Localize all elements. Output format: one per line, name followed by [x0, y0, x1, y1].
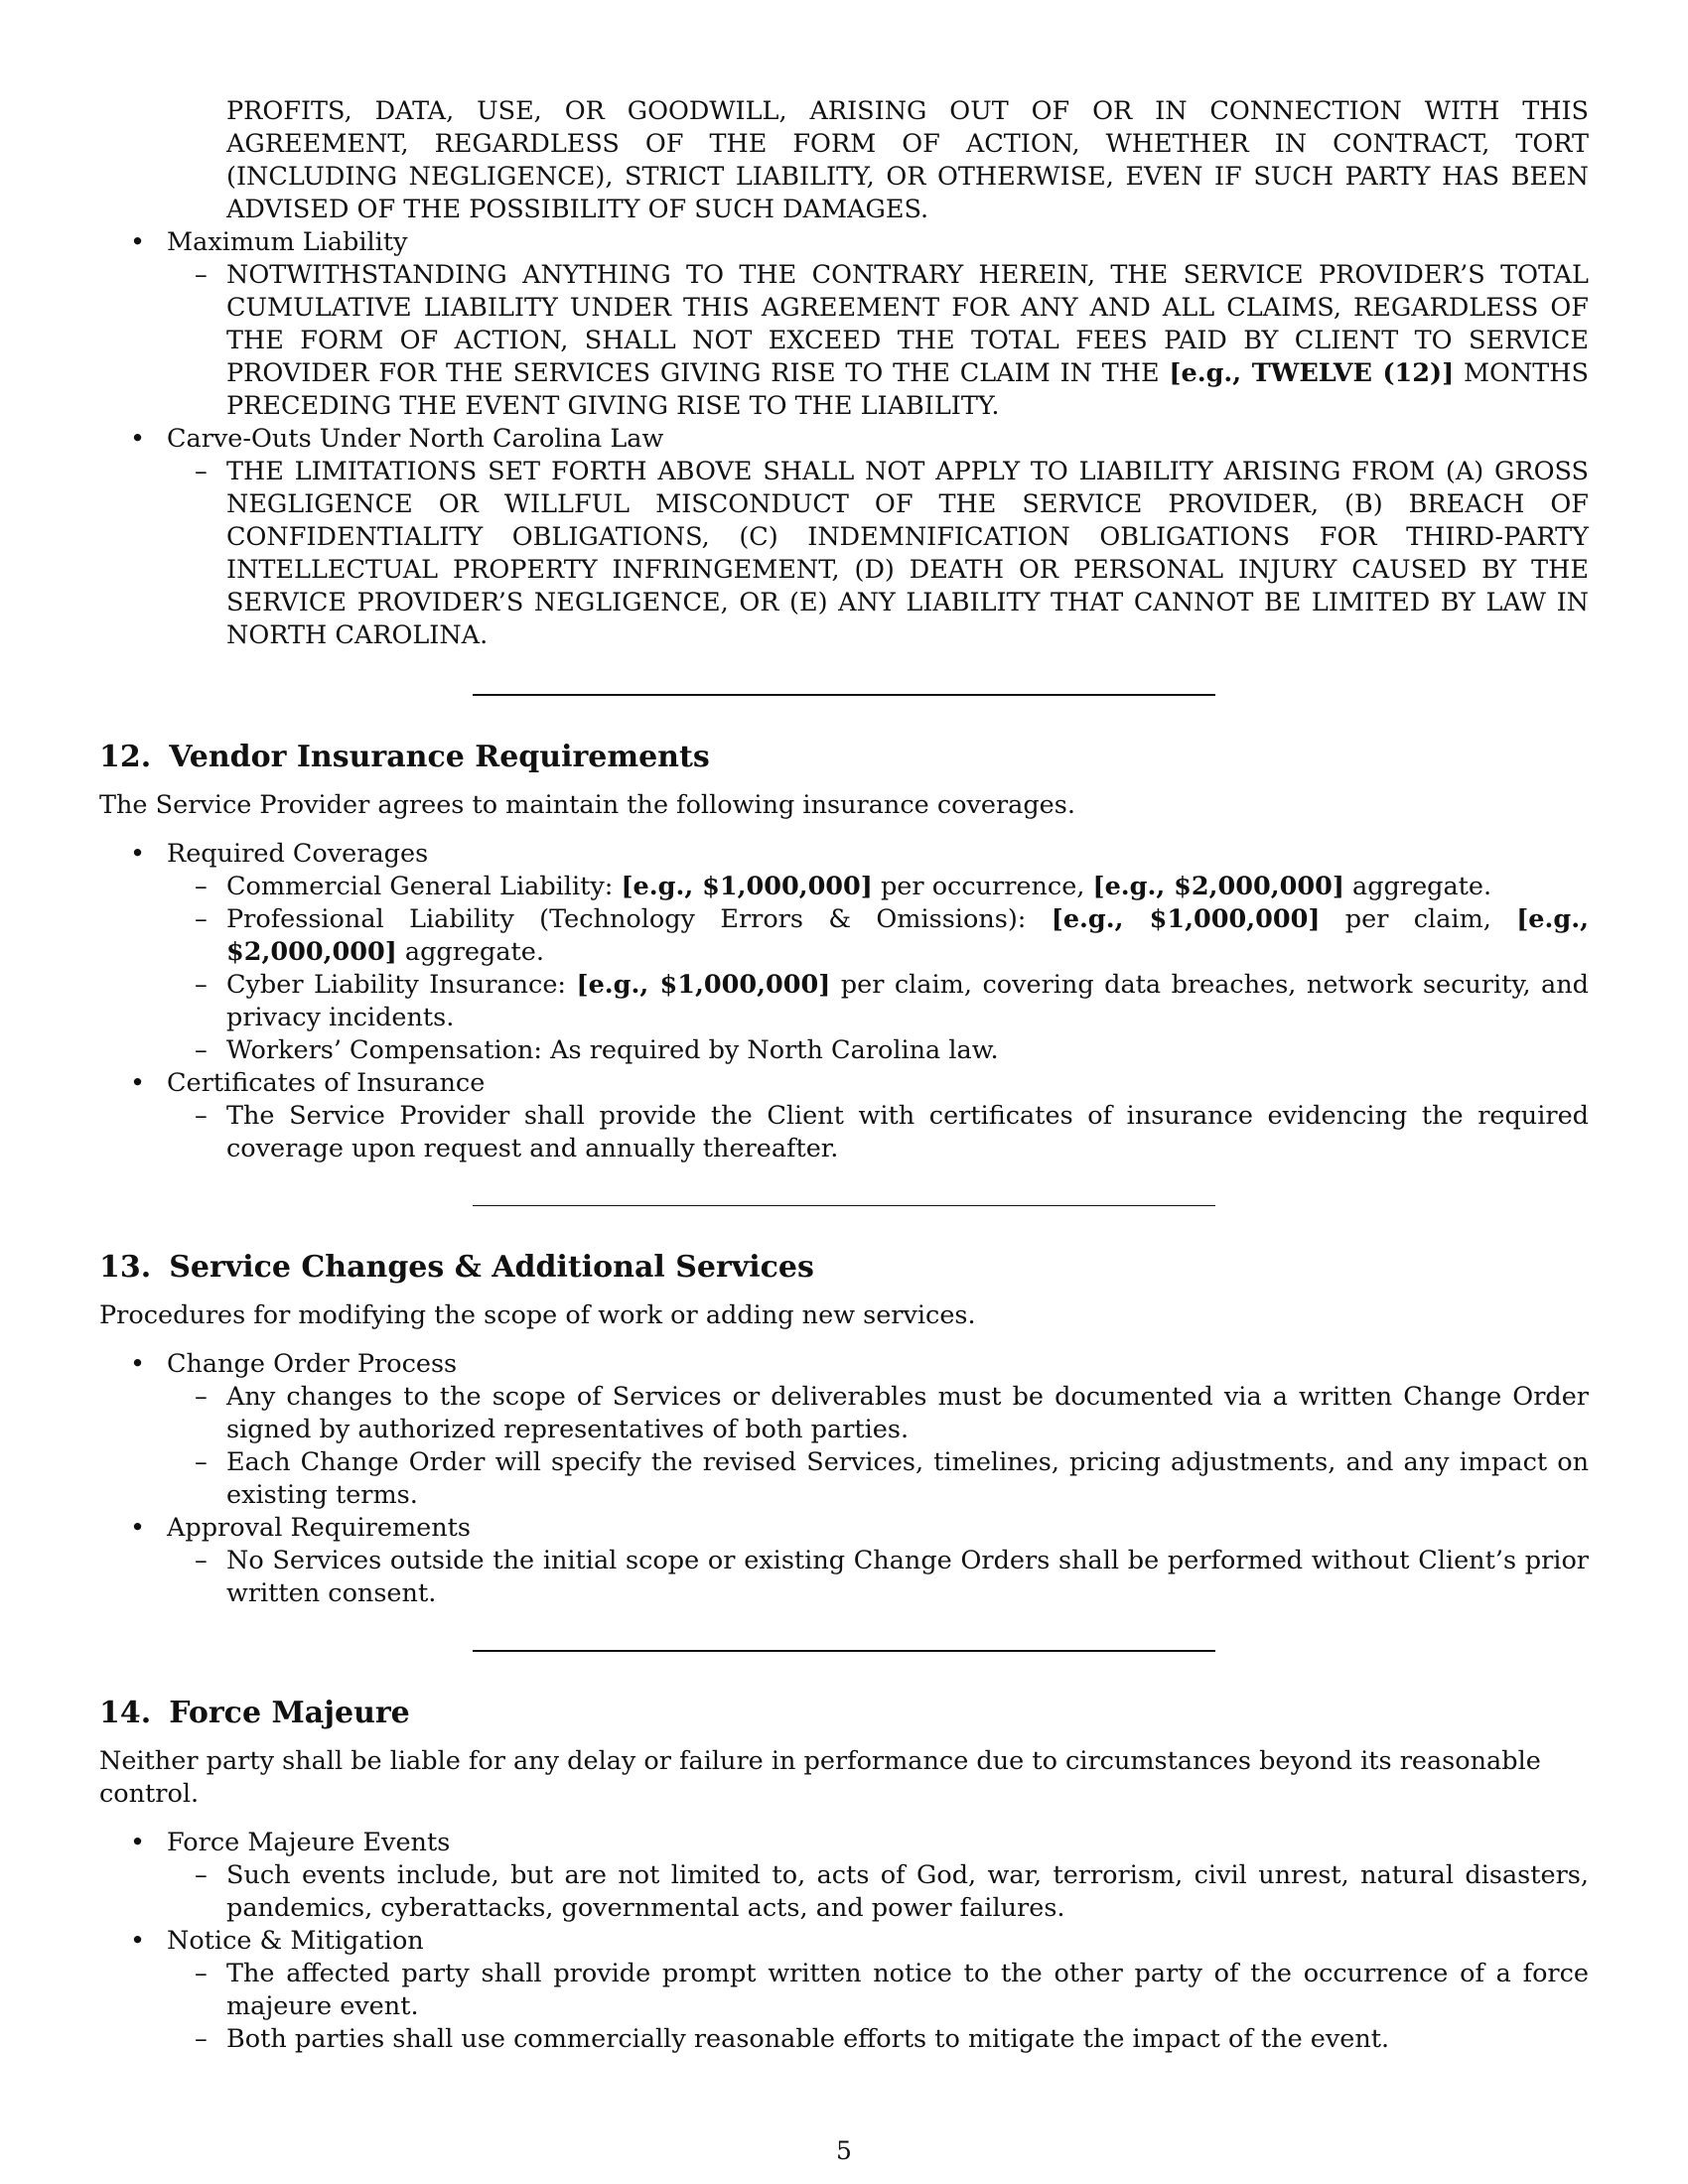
section-title: Service Changes & Additional Services: [169, 1250, 814, 1285]
section-heading-13: [99, 1248, 1589, 1288]
text-part: per claim, covering data breaches, network security, and privacy incidents.: [226, 970, 1590, 1032]
section-title: Force Majeure: [169, 1696, 410, 1730]
sub-item-cyber-liability: [195, 969, 1590, 1034]
bullet-icon: •: [130, 227, 146, 257]
list-item-change-order: [130, 1348, 1589, 1381]
sub-item-certificates: [195, 1100, 1589, 1165]
placeholder-term: [e.g., $1,000,000]: [576, 970, 831, 1000]
sub-item-professional-liability: [195, 903, 1589, 969]
list-item-certificates: [130, 1067, 1589, 1100]
text-part: per occurrence,: [872, 872, 1093, 901]
dash-icon: –: [195, 1035, 208, 1065]
dash-icon: –: [195, 904, 208, 934]
dash-icon: –: [195, 1546, 208, 1575]
text-part: MONTHS PRECEDING THE EVENT GIVING RISE TO THE LIABILITY.: [226, 358, 1589, 421]
item-label: Carve-Outs Under North Carolina Law: [167, 424, 664, 454]
placeholder-term: [e.g., $2,000,000]: [1092, 872, 1344, 901]
list-item-max-liability: [130, 226, 1589, 259]
bullet-icon: •: [130, 424, 146, 454]
limitation-continuation: [226, 95, 1589, 226]
section-intro: Procedures for modifying the scope of work or adding new services.: [99, 1300, 976, 1330]
section-intro: The Service Provider agrees to maintain the following insurance coverages.: [99, 790, 1075, 820]
dash-icon: –: [195, 457, 208, 486]
bullet-icon: •: [130, 1926, 146, 1956]
dash-icon: –: [195, 260, 208, 290]
continuation-text: PROFITS, DATA, USE, OR GOODWILL, ARISING OUT OF OR IN CONNECTION WITH THIS AGREEMENT, REGARDLESS OF THE FORM OF ACTION, WHETHER IN CONTRACT, TORT (INCLUDING NEGLIGENCE), STRICT LIABILITY, OR OTHERWISE, EVEN IF SUCH PARTY HAS BEEN ADVISED OF THE POSSIBILITY OF SUCH DAMAGES.: [226, 96, 1589, 224]
dash-icon: –: [195, 1959, 208, 1988]
text-part: per claim,: [1320, 904, 1517, 934]
placeholder-term: [e.g., $1,000,000]: [621, 872, 873, 901]
dash-icon: –: [195, 1382, 208, 1412]
sub-item-cgl: [195, 871, 1589, 903]
list-item-carveouts: [130, 423, 1589, 456]
sub-item-max-liability: [195, 259, 1589, 423]
item-label: Certificates of Insurance: [167, 1068, 486, 1098]
text-part: No Services outside the initial scope or existing Change Orders shall be performed without Client’s prior written consent.: [226, 1546, 1589, 1608]
dash-icon: –: [195, 872, 208, 901]
item-label: Required Coverages: [167, 839, 429, 869]
bullet-icon: •: [130, 1068, 146, 1098]
item-label: Approval Requirements: [167, 1513, 471, 1543]
item-label: Force Majeure Events: [167, 1828, 451, 1857]
bullet-icon: •: [130, 839, 146, 869]
sub-item-notice-2: [195, 2023, 1589, 2056]
text-part: Any changes to the scope of Services or deliverables must be documented via a written Change Order signed by authorized representatives of both parties.: [226, 1382, 1589, 1444]
dash-icon: –: [195, 1447, 208, 1477]
sub-item-carveouts: [195, 456, 1589, 652]
text-part: Such events include, but are not limited to, acts of God, war, terrorism, civil unrest, natural disasters, pandemics, cyberattacks, governmental acts, and power failures.: [226, 1860, 1589, 1923]
list-item-force-majeure-events: [130, 1827, 1589, 1859]
section-number: 12.: [99, 740, 152, 774]
list-item-approval: [130, 1512, 1589, 1545]
item-label: Maximum Liability: [167, 227, 408, 257]
text-part: Commercial General Liability:: [226, 872, 622, 901]
section-intro: Neither party shall be liable for any delay or failure in performance due to circumstances beyond its reasonable control.: [99, 1746, 1541, 1809]
sub-item-workers-comp: [195, 1034, 1589, 1067]
text-part: Workers’ Compensation: As required by North Carolina law.: [226, 1035, 999, 1065]
text-part: The Service Provider shall provide the Client with certificates of insurance evidencing the required coverage upon request and annually thereafter.: [226, 1101, 1589, 1163]
section-number: 13.: [99, 1250, 152, 1285]
dash-icon: –: [195, 1101, 208, 1131]
text-part: aggregate.: [1343, 872, 1492, 901]
text-part: Both parties shall use commercially reasonable efforts to mitigate the impact of the event.: [226, 2024, 1390, 2054]
sub-item-change-order-1: [195, 1381, 1589, 1446]
placeholder-term: [e.g., $1,000,000]: [1051, 904, 1321, 934]
text-part: Each Change Order will specify the revised Services, timelines, pricing adjustments, and any impact on existing terms.: [226, 1447, 1589, 1510]
list-item-required-coverages: [130, 838, 1589, 871]
placeholder-term: [e.g., TWELVE (12)]: [1169, 358, 1455, 388]
dash-icon: –: [195, 970, 208, 1000]
bullet-icon: •: [130, 1513, 146, 1543]
text-part: THE LIMITATIONS SET FORTH ABOVE SHALL NOT APPLY TO LIABILITY ARISING FROM (A) GROSS NEGLIGENCE OR WILLFUL MISCONDUCT OF THE SERVICE PROVIDER, (B) BREACH OF CONFIDENTIALITY OBLIGATIONS, (C) INDEMNIFICATION OBLIGATIONS FOR THIRD-PARTY INTELLECTUAL PROPERTY INFRINGEMENT, (D) DEATH OR PERSONAL INJURY CAUSED BY THE SERVICE PROVIDER’S NEGLIGENCE, OR (E) ANY LIABILITY THAT CANNOT BE LIMITED BY LAW IN NORTH CAROLINA.: [226, 457, 1589, 650]
text-part: Cyber Liability Insurance:: [226, 970, 577, 1000]
item-label: Change Order Process: [167, 1349, 458, 1379]
bullet-icon: •: [130, 1828, 146, 1857]
section-number: 14.: [99, 1696, 152, 1730]
section-title: Vendor Insurance Requirements: [169, 740, 710, 774]
text-part: aggregate.: [396, 937, 544, 967]
item-label: Notice & Mitigation: [167, 1926, 424, 1956]
sub-item-force-majeure-events-1: [195, 1859, 1589, 1925]
section-heading-14: [99, 1694, 1589, 1733]
sub-item-notice-1: [195, 1958, 1589, 2023]
text-part: NOTWITHSTANDING ANYTHING TO THE CONTRARY HEREIN, THE SERVICE PROVIDER’S TOTAL CUMULATIVE LIABILITY UNDER THIS AGREEMENT FOR ANY AND ALL CLAIMS, REGARDLESS OF THE FORM OF ACTION, SHALL NOT EXCEED THE TOTAL FEES PAID BY CLIENT TO SERVICE PROVIDER FOR THE SERVICES GIVING RISE TO THE CLAIM IN THE: [226, 260, 1589, 388]
dash-icon: –: [195, 2024, 208, 2054]
sub-item-approval-1: [195, 1545, 1589, 1610]
text-part: Professional Liability (Technology Errors & Omissions):: [226, 904, 1052, 934]
document-page: [99, 95, 1589, 2056]
sub-item-change-order-2: [195, 1446, 1589, 1512]
list-item-notice-mitigation: [130, 1925, 1589, 1958]
bullet-icon: •: [130, 1349, 146, 1379]
text-part: The affected party shall provide prompt written notice to the other party of the occurrence of a force majeure event.: [226, 1959, 1589, 2021]
dash-icon: –: [195, 1860, 208, 1890]
placeholder-term: [e.g., $2,000,000]: [226, 904, 1589, 967]
page-number: 5: [836, 2136, 852, 2165]
section-heading-12: [99, 738, 1589, 777]
